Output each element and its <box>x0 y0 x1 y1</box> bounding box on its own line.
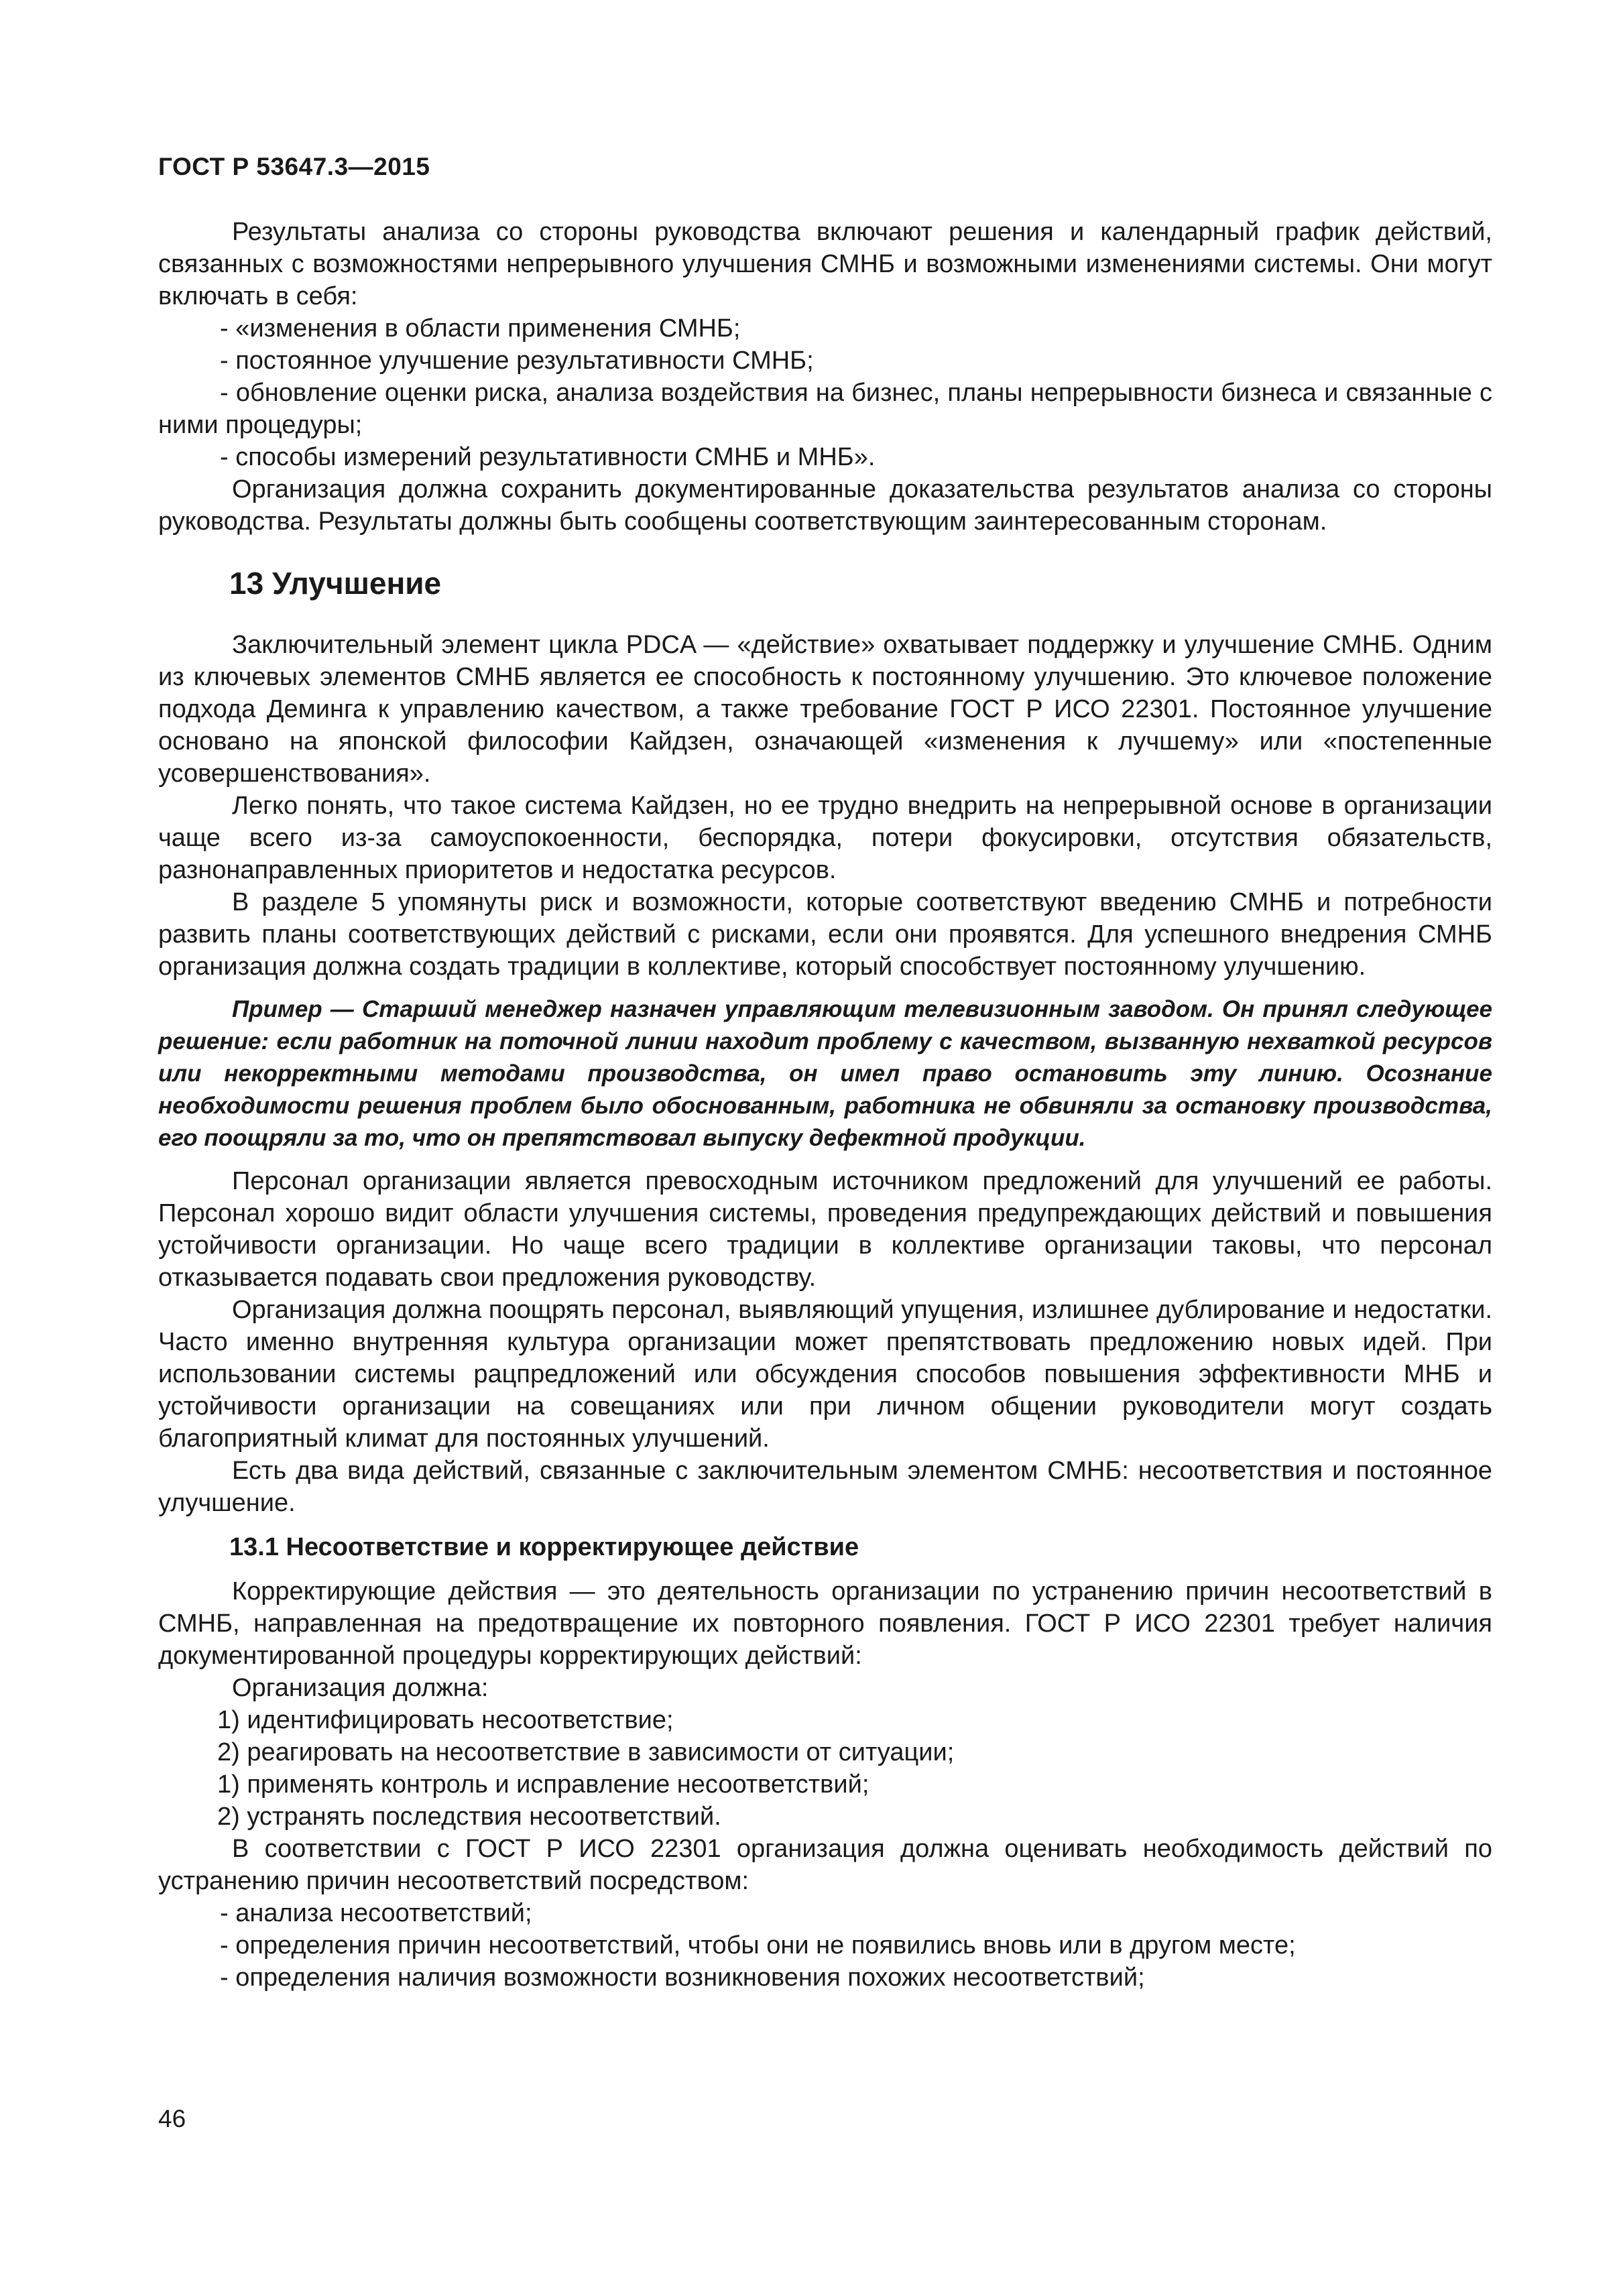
numbered-item: 1) идентифицировать несоответствие; <box>217 1706 674 1734</box>
paragraph: В соответствии с ГОСТ Р ИСО 22301 организация должна оценивать необходимость действий по устранению причин несоответствий посредством: <box>158 1835 1492 1895</box>
page-number: 46 <box>158 2105 186 2132</box>
paragraph: Организация должна поощрять персонал, выявляющий упущения, излишнее дублирование и недостатки. Часто именно внутренняя культура организации может препятствовать предложению новых идей. При использовании системы рацпредложений или обсуждения способов повышения эффективности МНБ и устойчивости организации на совещаниях или при личном общении руководители могут создать благоприятный климат для постоянных улучшений. <box>158 1296 1492 1453</box>
paragraph: Есть два вида действий, связанные с заключительным элементом СМНБ: несоответствия и постоянное улучшение. <box>158 1457 1492 1517</box>
paragraph: Результаты анализа со стороны руководства включают решения и календарный график действий, связанных с возможностями непрерывного улучшения СМНБ и возможными изменениями системы. Они могут включать в себя: <box>158 218 1492 310</box>
paragraph: Организация должна сохранить документированные доказательства результатов анализа со стороны руководства. Результаты должны быть сообщены соответствующим заинтересованным сторонам. <box>158 475 1492 536</box>
paragraph: Корректирующие действия — это деятельность организации по устранению причин несоответствий в СМНБ, направленная на предотвращение их повторного появления. ГОСТ Р ИСО 22301 требует наличия документированной процедуры корректирующих действий: <box>158 1577 1492 1670</box>
numbered-item: 2) устранять последствия несоответствий. <box>217 1803 721 1831</box>
document-header: ГОСТ Р 53647.3—2015 <box>158 153 430 180</box>
list-item: - определения причин несоответствий, чтобы они не появились вновь или в другом месте; <box>220 1931 1296 1959</box>
numbered-item: 1) применять контроль и исправление несоответствий; <box>217 1770 869 1799</box>
paragraph: Организация должна: <box>232 1674 489 1702</box>
paragraph: Легко понять, что такое система Кайдзен, но ее трудно внедрить на непрерывной основе в организации чаще всего из-за самоуспокоенности, беспорядка, потери фокусировки, отсутствия обязательств, разнонаправленных приоритетов и недостатка ресурсов. <box>158 792 1492 884</box>
list-item: - обновление оценки риска, анализа воздействия на бизнес, планы непрерывности бизнеса и связанные с ними процедуры; <box>158 379 1492 439</box>
subsection-heading: 13.1 Несоответствие и корректирующее действие <box>229 1533 859 1561</box>
list-item: - определения наличия возможности возникновения похожих несоответствий; <box>220 1963 1145 1992</box>
paragraph: В разделе 5 упомянуты риск и возможности, которые соответствуют введению СМНБ и потребности развить планы соответствующих действий с рисками, если они проявятся. Для успешного внедрения СМНБ организация должна создать традиции в коллективе, который способствует постоянному улучшению. <box>158 888 1492 981</box>
example-note: Пример — Старший менеджер назначен управляющим телевизионным заводом. Он принял следующее решение: если работник на поточной линии находит проблему с качеством, вызванную нехваткой ресурсов или некорректными методами производства, он имел право остановить эту линию. Осознание необходимости решения проблем было обоснованным, работника не обвиняли за остановку производства, его поощряли за то, что он препятствовал выпуску дефектной продукции. <box>158 996 1492 1151</box>
section-heading: 13 Улучшение <box>229 566 442 601</box>
document-body <box>158 216 1492 1994</box>
list-item: - способы измерений результативности СМНБ и МНБ». <box>220 443 876 471</box>
paragraph: Персонал организации является превосходным источником предложений для улучшений ее работы. Персонал хорошо видит области улучшения системы, проведения предупреждающих действий и повышения устойчивости организации. Но чаще всего традиции в коллективе организации таковы, что персонал отказывается подавать свои предложения руководству. <box>158 1167 1492 1292</box>
numbered-item: 2) реагировать на несоответствие в зависимости от ситуации; <box>217 1738 955 1766</box>
paragraph: Заключительный элемент цикла PDCA — «действие» охватывает поддержку и улучшение СМНБ. Одним из ключевых элементов СМНБ является ее способность к постоянному улучшению. Это ключевое положение подхода Деминга к управлению качеством, а также требование ГОСТ Р ИСО 22301. Постоянное улучшение основано на японской философии Кайдзен, означающей «изменения к лучшему» или «постепенные усовершенствования». <box>158 631 1492 788</box>
list-item: - «изменения в области применения СМНБ; <box>220 314 741 343</box>
list-item: - постоянное улучшение результативности СМНБ; <box>220 347 814 375</box>
list-item: - анализа несоответствий; <box>220 1899 532 1927</box>
